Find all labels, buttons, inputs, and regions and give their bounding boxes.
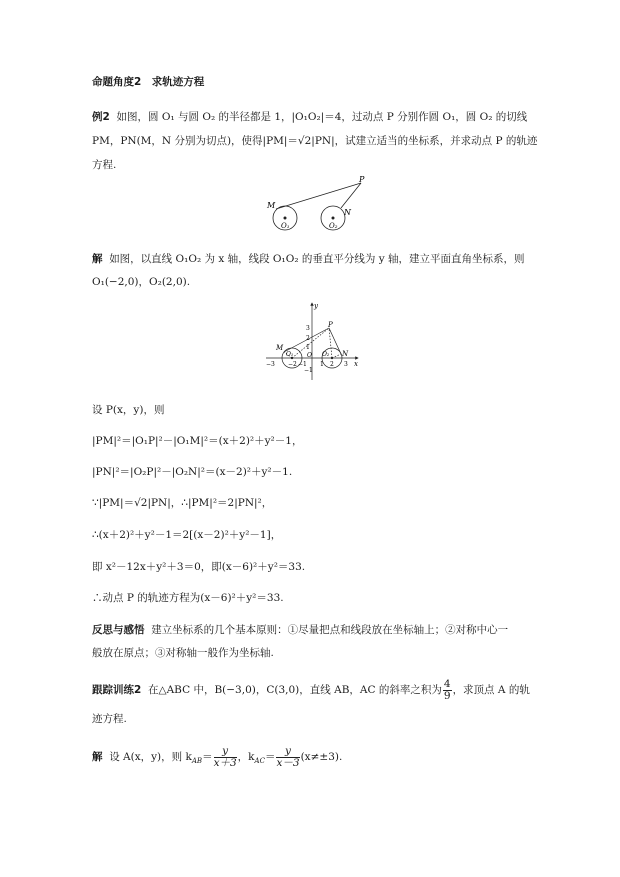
example-line-1 xyxy=(92,110,527,124)
axis-label-x: x xyxy=(354,360,358,368)
label-m: M xyxy=(276,344,284,352)
final-solution-line xyxy=(92,744,342,774)
subscript-ab: AB xyxy=(191,757,203,766)
kac-numerator: y xyxy=(276,746,299,758)
label-o1: O₁ xyxy=(286,351,294,358)
label-p: P xyxy=(359,175,365,184)
example-text-2: PM，PN(M，N 分别为切点)，使得|PM|＝√2|PN|，试建立适当的坐标系，并求动点 P 的轨迹 xyxy=(92,135,538,147)
axis-label-y: y xyxy=(314,302,318,310)
label-o2: O₂ xyxy=(322,351,330,358)
tangent-pn xyxy=(341,183,361,208)
practice-label: 跟踪训练2 xyxy=(92,684,142,696)
final-solution-label: 解 xyxy=(92,751,103,763)
example-label: 例2 xyxy=(92,111,110,123)
kac-denominator: x－3 xyxy=(276,756,300,769)
tick-x-neg2: −2 xyxy=(288,361,297,368)
label-n: N xyxy=(344,208,351,217)
solution-label: 解 xyxy=(92,253,103,265)
practice-line-1 xyxy=(92,678,530,702)
segment-po2 xyxy=(329,328,332,358)
step-5: ∴(x＋2)²＋y²－1＝2[(x－2)²＋y²－1]， xyxy=(92,529,282,541)
step-2: |PM|²＝|O₁P|²－|O₁M|²＝(x＋2)²＋y²－1， xyxy=(92,435,303,447)
kab-numerator: y xyxy=(214,746,237,758)
step-6: 即 x²－12x＋y²＋3＝0，即(x－6)²＋y²＝33. xyxy=(92,561,306,573)
fraction-kab xyxy=(214,746,237,769)
practice-fraction xyxy=(443,679,452,702)
fraction-kac xyxy=(276,746,299,769)
tick-x-3: 3 xyxy=(344,361,348,368)
label-p: P xyxy=(328,321,333,329)
equals-2: ＝ xyxy=(264,751,276,763)
tick-y-3: 3 xyxy=(306,325,310,332)
fraction-denominator: 9 xyxy=(443,689,451,702)
label-m: M xyxy=(267,201,276,210)
step-4: ∵|PM|＝√2|PN|，∴|PM|²＝2|PN|²， xyxy=(92,497,273,509)
tick-y-2: 2 xyxy=(306,335,310,342)
step-7: ∴动点 P 的轨迹方程为(x－6)²＋y²＝33. xyxy=(92,592,284,604)
reflection-label: 反思与感悟 xyxy=(92,624,145,636)
fraction-numerator: 4 xyxy=(443,677,451,690)
label-o2: O₂ xyxy=(329,222,338,230)
practice-text-1b: ，求顶点 A 的轨 xyxy=(452,684,530,696)
figure-2-coordinate-system xyxy=(262,300,362,385)
tangent-pm xyxy=(276,183,361,209)
reflection-text-1: 建立坐标系的几个基本原则：①尽量把点和线段放在坐标轴上；②对称中心一 xyxy=(151,624,509,636)
reflection-text-2: 般放在原点；③对称轴一般作为坐标轴. xyxy=(92,647,274,659)
origin-label: O xyxy=(307,352,312,359)
final-text-a: 设 A(x，y)，则 k xyxy=(109,751,192,763)
solution-text-1: 如图，以直线 O₁O₂ 为 x 轴，线段 O₁O₂ 的垂直平分线为 y 轴，建立平面直角坐标系，则 xyxy=(109,253,525,265)
tangent-pn xyxy=(329,328,341,354)
practice-text-2: 迹方程. xyxy=(92,713,127,725)
solution-text-2: O₁(−2,0)，O₂(2,0). xyxy=(92,276,191,288)
equals-1: ＝ xyxy=(202,751,213,763)
tick-x-neg1: −1 xyxy=(298,361,307,368)
condition: (x≠±3). xyxy=(300,751,343,763)
example-text-1: 如图，圆 O₁ 与圆 O₂ 的半径都是 1，|O₁O₂|＝4，过动点 P 分别作圆 O₁，圆 O₂ 的切线 xyxy=(116,111,528,123)
tick-y-1: 1 xyxy=(306,344,310,351)
tick-y-neg1: −1 xyxy=(304,367,313,374)
step-3: |PN|²＝|O₂P|²－|O₂N|²＝(x－2)²＋y²－1. xyxy=(92,466,293,478)
section-title: 命题角度2 求轨迹方程 xyxy=(92,76,205,88)
separator: ，k xyxy=(237,751,255,763)
subscript-ac: AC xyxy=(254,757,265,766)
example-text-3: 方程. xyxy=(92,159,117,171)
tick-x-2: 2 xyxy=(330,361,334,368)
tick-x-1: 1 xyxy=(320,361,324,368)
label-n: N xyxy=(342,350,349,358)
kab-denominator: x＋3 xyxy=(213,756,237,769)
solution-line-1 xyxy=(92,252,525,266)
practice-text-1a: 在△ABC 中，B(−3,0)，C(3,0)，直线 AB，AC 的斜率之积为 xyxy=(148,684,442,696)
tick-x-neg3: −3 xyxy=(266,361,275,368)
figure-1-tangent-circles xyxy=(265,175,375,240)
reflection-line-1 xyxy=(92,623,508,637)
label-o1: O₁ xyxy=(281,222,290,230)
step-1: 设 P(x，y)，则 xyxy=(92,404,165,416)
segment-o2n xyxy=(332,354,341,358)
